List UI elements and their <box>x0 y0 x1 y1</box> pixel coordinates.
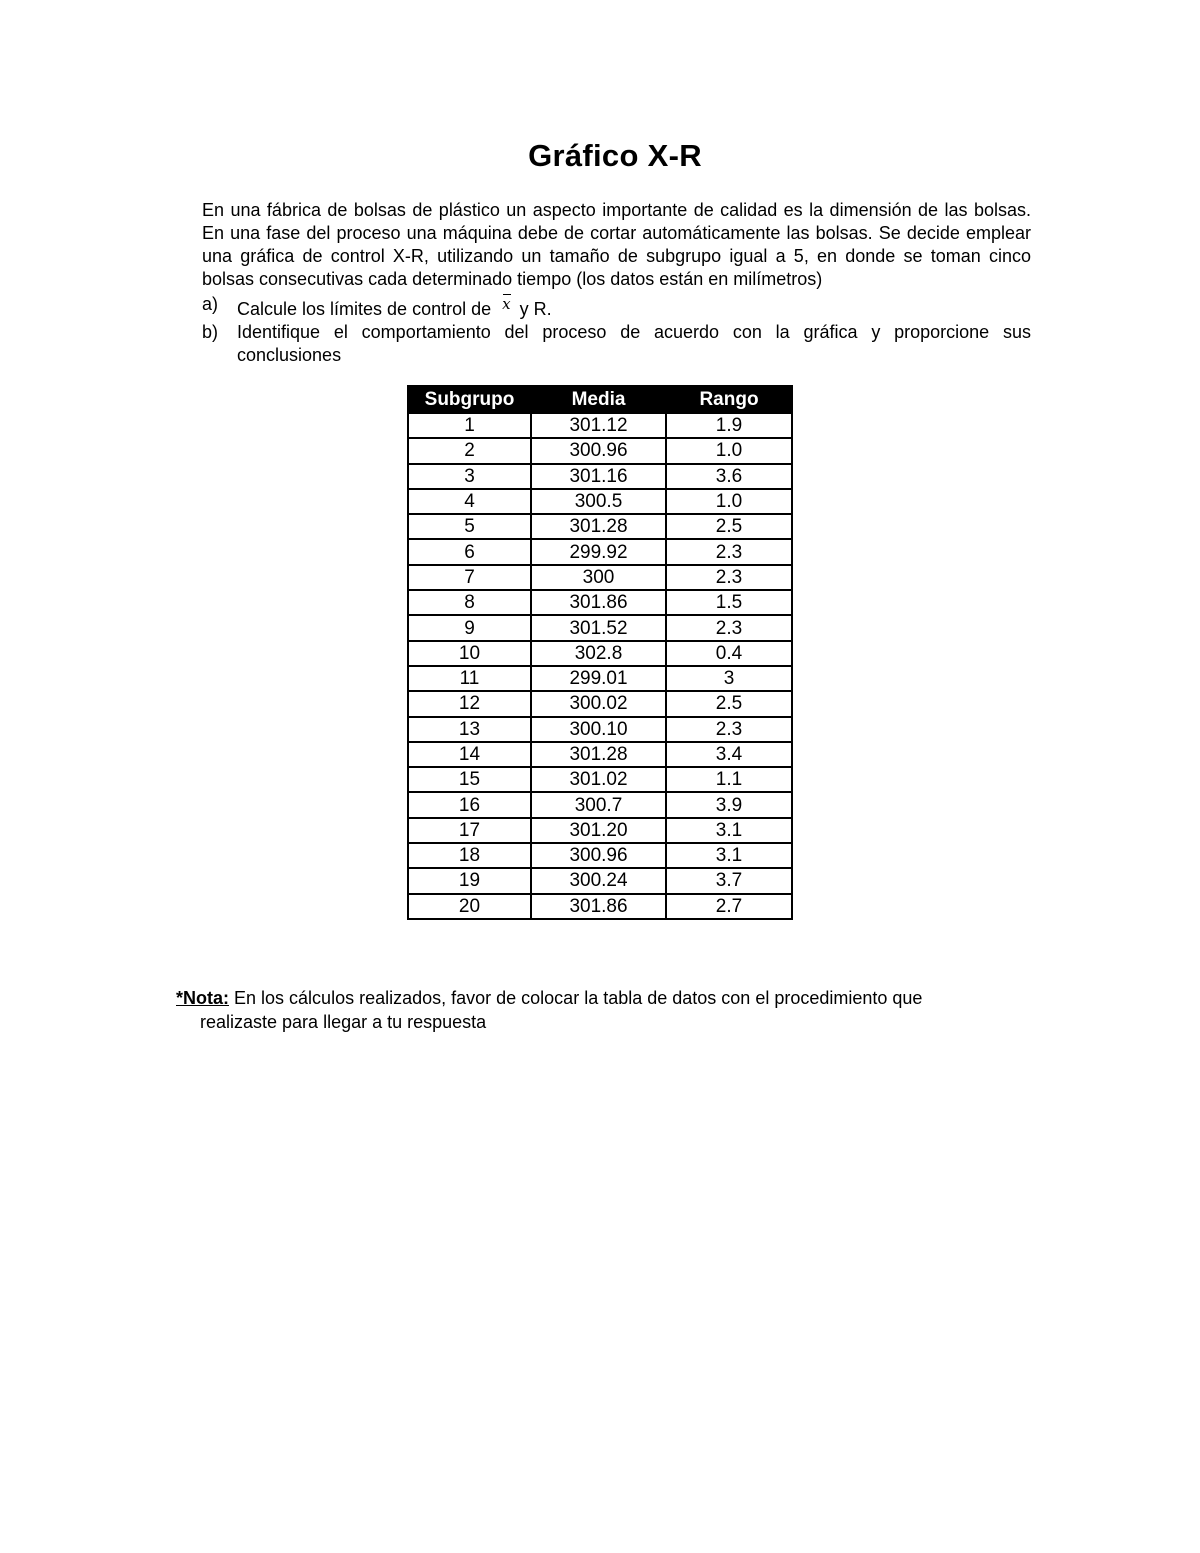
cell-subgrupo: 19 <box>408 868 531 893</box>
cell-media: 302.8 <box>531 641 666 666</box>
table-row <box>408 565 792 590</box>
cell-subgrupo: 15 <box>408 767 531 792</box>
cell-rango: 3.1 <box>666 843 792 868</box>
cell-rango: 3.1 <box>666 818 792 843</box>
table-row <box>408 868 792 893</box>
cell-rango: 2.5 <box>666 691 792 716</box>
cell-rango: 3.7 <box>666 868 792 893</box>
cell-rango: 1.1 <box>666 767 792 792</box>
cell-media: 301.12 <box>531 413 666 438</box>
cell-rango: 2.3 <box>666 539 792 564</box>
question-text-end: y R. <box>519 299 552 319</box>
cell-subgrupo: 8 <box>408 590 531 615</box>
table-row <box>408 894 792 919</box>
cell-rango: 0.4 <box>666 641 792 666</box>
question-text: Identifique el comportamiento del proceso de acuerdo con la gráfica y proporcione sus conclusiones <box>237 322 1031 365</box>
cell-media: 300.5 <box>531 489 666 514</box>
table-row <box>408 514 792 539</box>
cell-media: 300.02 <box>531 691 666 716</box>
cell-media: 300.10 <box>531 717 666 742</box>
cell-media: 299.01 <box>531 666 666 691</box>
cell-rango: 1.9 <box>666 413 792 438</box>
table-row <box>408 590 792 615</box>
cell-rango: 3 <box>666 666 792 691</box>
cell-subgrupo: 10 <box>408 641 531 666</box>
question-marker: a) <box>202 294 219 314</box>
cell-subgrupo: 16 <box>408 792 531 817</box>
cell-subgrupo: 2 <box>408 438 531 463</box>
header-media: Media <box>531 386 666 413</box>
table-row <box>408 438 792 463</box>
cell-rango: 2.3 <box>666 615 792 640</box>
cell-subgrupo: 13 <box>408 717 531 742</box>
question-marker: b) <box>202 322 219 342</box>
cell-subgrupo: 14 <box>408 742 531 767</box>
x-bar-symbol: x <box>502 293 510 316</box>
cell-rango: 2.3 <box>666 565 792 590</box>
table-header-row <box>408 386 792 413</box>
cell-media: 301.28 <box>531 514 666 539</box>
table-row <box>408 615 792 640</box>
cell-subgrupo: 18 <box>408 843 531 868</box>
cell-subgrupo: 1 <box>408 413 531 438</box>
cell-media: 301.02 <box>531 767 666 792</box>
cell-rango: 2.3 <box>666 717 792 742</box>
table-row <box>408 717 792 742</box>
cell-subgrupo: 3 <box>408 464 531 489</box>
table-row <box>408 818 792 843</box>
problem-statement: En una fábrica de bolsas de plástico un aspecto importante de calidad es la dimensión de las bolsas. En una fase del proceso una máquina debe de cortar automáticamente las bolsas. Se decide emplear una gráfica de control X-R, utilizando un tamaño de subgrupo igual a 5, en donde se toman cinco bolsas consecutivas cada determinado tiempo (los datos están en milímetros) <box>202 200 1031 289</box>
page-title: Gráfico X-R <box>528 138 702 173</box>
header-subgrupo: Subgrupo <box>408 386 531 413</box>
cell-media: 300.96 <box>531 438 666 463</box>
cell-media: 300.24 <box>531 868 666 893</box>
table-body <box>408 413 792 919</box>
cell-subgrupo: 11 <box>408 666 531 691</box>
cell-rango: 3.6 <box>666 464 792 489</box>
question-list <box>202 293 1031 367</box>
cell-subgrupo: 6 <box>408 539 531 564</box>
cell-rango: 2.7 <box>666 894 792 919</box>
cell-subgrupo: 7 <box>408 565 531 590</box>
note-label: *Nota: <box>176 988 229 1008</box>
table-row <box>408 666 792 691</box>
cell-subgrupo: 4 <box>408 489 531 514</box>
table-row <box>408 691 792 716</box>
table-row <box>408 767 792 792</box>
header-rango: Rango <box>666 386 792 413</box>
cell-rango: 1.5 <box>666 590 792 615</box>
table-row <box>408 792 792 817</box>
cell-subgrupo: 9 <box>408 615 531 640</box>
cell-rango: 1.0 <box>666 438 792 463</box>
cell-media: 301.20 <box>531 818 666 843</box>
table-row <box>408 843 792 868</box>
cell-media: 300 <box>531 565 666 590</box>
cell-rango: 3.9 <box>666 792 792 817</box>
table-row <box>408 641 792 666</box>
table-row <box>408 489 792 514</box>
question-item-b <box>202 321 1031 367</box>
cell-rango: 3.4 <box>666 742 792 767</box>
cell-media: 300.96 <box>531 843 666 868</box>
cell-subgrupo: 17 <box>408 818 531 843</box>
table-row <box>408 413 792 438</box>
cell-media: 301.52 <box>531 615 666 640</box>
cell-rango: 1.0 <box>666 489 792 514</box>
question-text: Calcule los límites de control de <box>237 299 492 319</box>
cell-rango: 2.5 <box>666 514 792 539</box>
table-row <box>408 742 792 767</box>
cell-subgrupo: 5 <box>408 514 531 539</box>
cell-media: 300.7 <box>531 792 666 817</box>
cell-media: 301.86 <box>531 894 666 919</box>
table-row <box>408 539 792 564</box>
cell-subgrupo: 20 <box>408 894 531 919</box>
cell-media: 301.86 <box>531 590 666 615</box>
note <box>176 986 1026 1034</box>
note-text-continued: realizaste para llegar a tu respuesta <box>200 1012 487 1032</box>
cell-media: 301.16 <box>531 464 666 489</box>
cell-media: 301.28 <box>531 742 666 767</box>
cell-subgrupo: 12 <box>408 691 531 716</box>
question-item-a <box>202 293 1031 321</box>
table-row <box>408 464 792 489</box>
note-text: En los cálculos realizados, favor de colocar la tabla de datos con el procedimiento que <box>234 988 923 1008</box>
cell-media: 299.92 <box>531 539 666 564</box>
data-table <box>407 385 793 920</box>
